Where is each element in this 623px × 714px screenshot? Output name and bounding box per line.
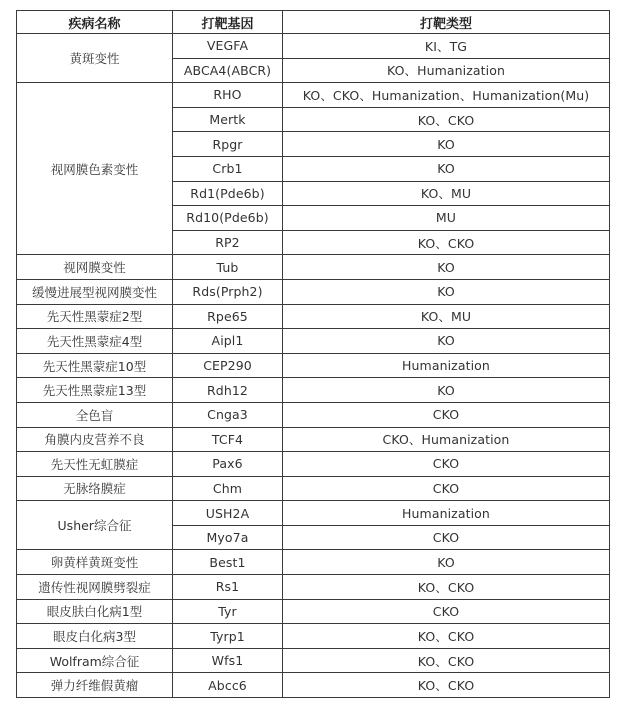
disease-cell: 先天性黑蒙症10型	[17, 353, 173, 378]
table-row	[17, 304, 610, 329]
type-cell: KO、CKO	[283, 673, 610, 698]
gene-cell: Rd10(Pde6b)	[173, 206, 283, 231]
disease-cell: 全色盲	[17, 402, 173, 427]
gene-cell: Rpe65	[173, 304, 283, 329]
table-row	[17, 329, 610, 354]
disease-cell: 先天性黑蒙症4型	[17, 329, 173, 354]
disease-cell: 视网膜色素变性	[17, 83, 173, 255]
table-row	[17, 476, 610, 501]
table-row	[17, 599, 610, 624]
type-cell: KO、CKO	[283, 624, 610, 649]
header-row	[17, 11, 610, 34]
type-cell: KI、TG	[283, 34, 610, 59]
type-cell: CKO	[283, 452, 610, 477]
gene-cell: Rds(Prph2)	[173, 279, 283, 304]
table-row	[17, 501, 610, 526]
gene-cell: TCF4	[173, 427, 283, 452]
header-disease: 疾病名称	[17, 11, 173, 34]
table-row	[17, 279, 610, 304]
table-row	[17, 378, 610, 403]
disease-cell: Usher综合征	[17, 501, 173, 550]
disease-cell: 遗传性视网膜劈裂症	[17, 575, 173, 600]
type-cell: CKO	[283, 599, 610, 624]
gene-cell: Tyrp1	[173, 624, 283, 649]
type-cell: KO、MU	[283, 181, 610, 206]
gene-cell: USH2A	[173, 501, 283, 526]
type-cell: KO	[283, 279, 610, 304]
disease-cell: 缓慢进展型视网膜变性	[17, 279, 173, 304]
type-cell: KO	[283, 329, 610, 354]
disease-cell: 眼皮白化病3型	[17, 624, 173, 649]
disease-cell: 视网膜变性	[17, 255, 173, 280]
type-cell: KO	[283, 156, 610, 181]
gene-cell: Rs1	[173, 575, 283, 600]
type-cell: KO、CKO	[283, 575, 610, 600]
type-cell: KO、MU	[283, 304, 610, 329]
type-cell: KO、CKO	[283, 648, 610, 673]
disease-cell: 先天性无虹膜症	[17, 452, 173, 477]
gene-cell: Cnga3	[173, 402, 283, 427]
gene-cell: Rdh12	[173, 378, 283, 403]
type-cell: Humanization	[283, 501, 610, 526]
type-cell: KO	[283, 132, 610, 157]
table-row	[17, 673, 610, 698]
type-cell: KO	[283, 378, 610, 403]
gene-cell: RHO	[173, 83, 283, 108]
type-cell: CKO	[283, 525, 610, 550]
disease-cell: 先天性黑蒙症13型	[17, 378, 173, 403]
gene-cell: Best1	[173, 550, 283, 575]
gene-cell: ABCA4(ABCR)	[173, 58, 283, 83]
type-cell: CKO	[283, 402, 610, 427]
gene-cell: Chm	[173, 476, 283, 501]
table-row	[17, 648, 610, 673]
disease-cell: 眼皮肤白化病1型	[17, 599, 173, 624]
gene-cell: Rd1(Pde6b)	[173, 181, 283, 206]
table-row	[17, 550, 610, 575]
table-row	[17, 353, 610, 378]
gene-cell: Myo7a	[173, 525, 283, 550]
table-row	[17, 575, 610, 600]
type-cell: CKO	[283, 476, 610, 501]
gene-cell: RP2	[173, 230, 283, 255]
gene-cell: Wfs1	[173, 648, 283, 673]
gene-cell: Tub	[173, 255, 283, 280]
disease-cell: 黄斑变性	[17, 34, 173, 83]
table-row	[17, 255, 610, 280]
type-cell: KO	[283, 255, 610, 280]
type-cell: CKO、Humanization	[283, 427, 610, 452]
gene-cell: Tyr	[173, 599, 283, 624]
gene-cell: VEGFA	[173, 34, 283, 59]
gene-cell: Abcc6	[173, 673, 283, 698]
header-type: 打靶类型	[283, 11, 610, 34]
table-row	[17, 83, 610, 108]
type-cell: KO、CKO	[283, 230, 610, 255]
table-row	[17, 427, 610, 452]
type-cell: Humanization	[283, 353, 610, 378]
gene-cell: Rpgr	[173, 132, 283, 157]
gene-cell: Crb1	[173, 156, 283, 181]
type-cell: KO、Humanization	[283, 58, 610, 83]
table-row	[17, 624, 610, 649]
type-cell: MU	[283, 206, 610, 231]
table-row	[17, 34, 610, 59]
table-container	[16, 10, 609, 698]
gene-cell: Aipl1	[173, 329, 283, 354]
gene-cell: Mertk	[173, 107, 283, 132]
disease-cell: 先天性黑蒙症2型	[17, 304, 173, 329]
table-row	[17, 452, 610, 477]
table-row	[17, 402, 610, 427]
disease-cell: 角膜内皮营养不良	[17, 427, 173, 452]
gene-targeting-table	[16, 10, 610, 698]
disease-cell: 弹力纤维假黄瘤	[17, 673, 173, 698]
type-cell: KO、CKO	[283, 107, 610, 132]
gene-cell: Pax6	[173, 452, 283, 477]
disease-cell: 卵黄样黄斑变性	[17, 550, 173, 575]
type-cell: KO、CKO、Humanization、Humanization(Mu)	[283, 83, 610, 108]
disease-cell: 无脉络膜症	[17, 476, 173, 501]
header-gene: 打靶基因	[173, 11, 283, 34]
disease-cell: Wolfram综合征	[17, 648, 173, 673]
type-cell: KO	[283, 550, 610, 575]
table-body	[17, 34, 610, 698]
gene-cell: CEP290	[173, 353, 283, 378]
table-header	[17, 11, 610, 34]
